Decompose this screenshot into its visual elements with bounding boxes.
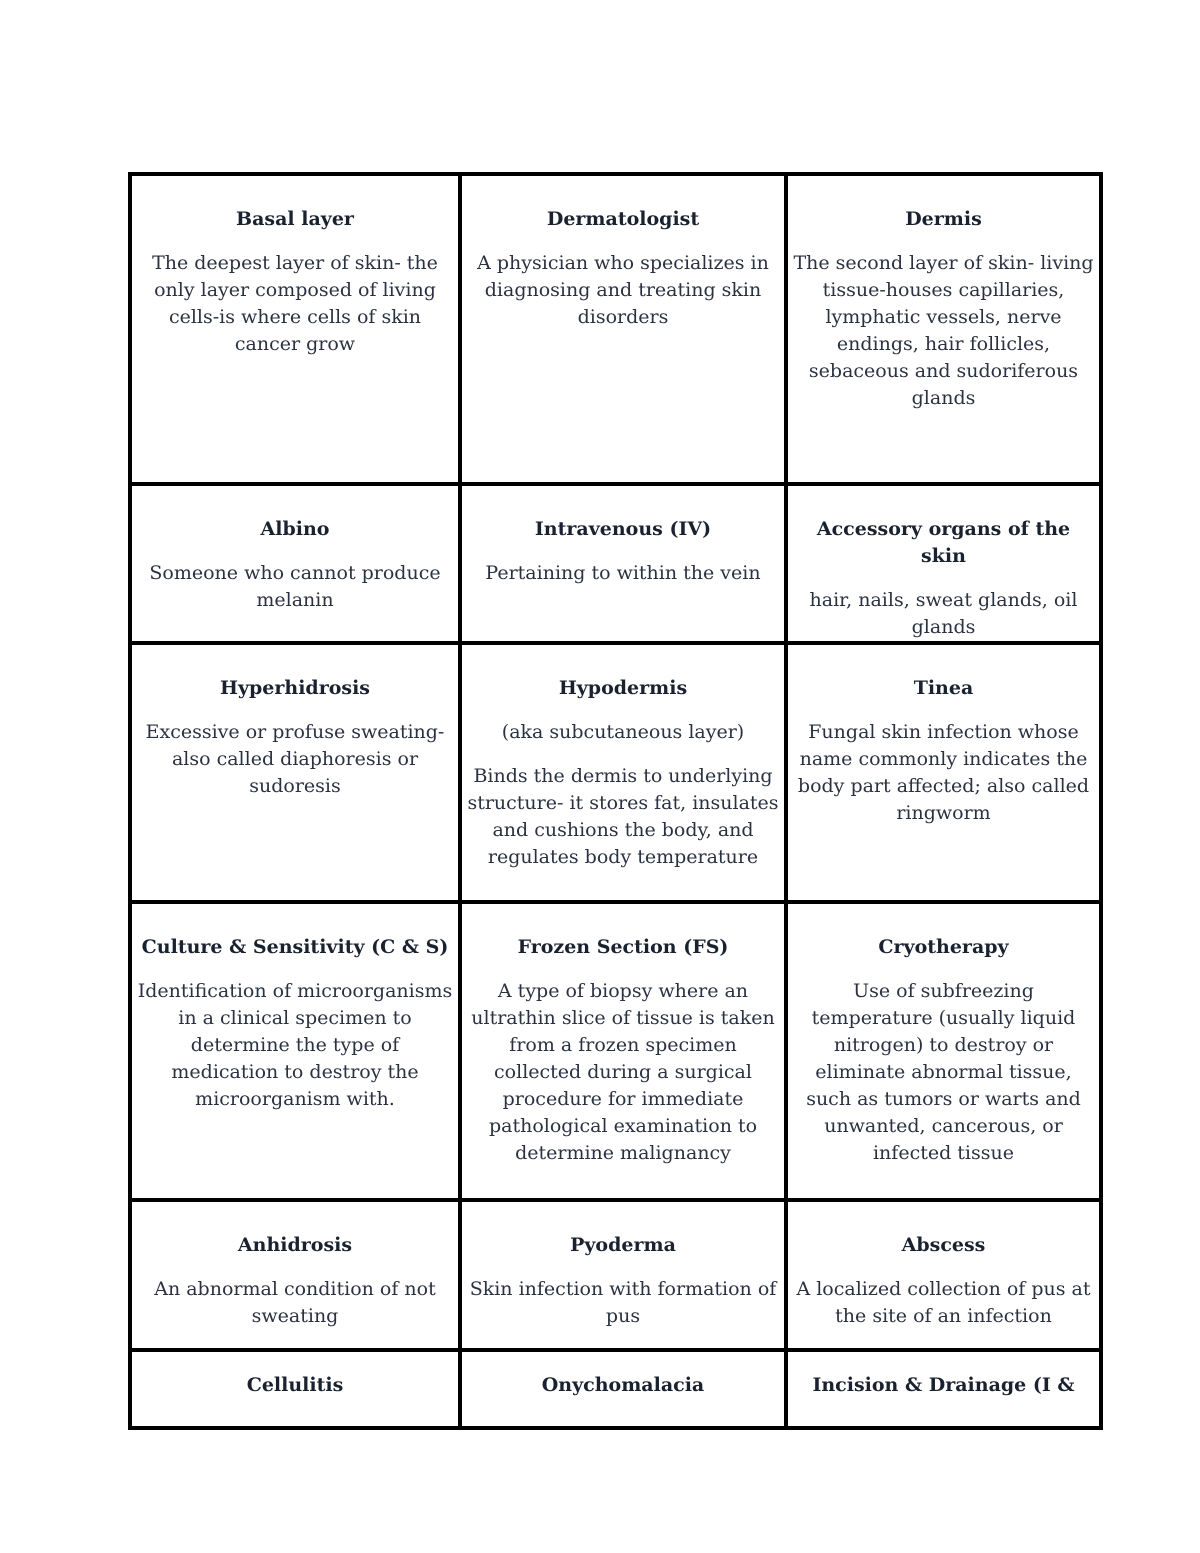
term-definition: The deepest layer of skin- the only layer composed of living cells-is where cells of skin cancer grow [152,252,438,355]
flashcard-row [130,1200,1101,1350]
flashcard-cell [786,643,1101,902]
term-definition: (aka subcutaneous layer) [501,721,745,743]
term-definition: An abnormal condition of not sweating [154,1278,436,1327]
term-definition: Binds the dermis to underlying structure- it stores fat, insulates and cushions the body, and regulates body temperature [467,765,779,868]
flashcard-cell [786,1200,1101,1350]
term-definitions [136,250,454,358]
term-heading: Accessory organs of the skin [816,518,1071,567]
flashcard-row [130,174,1101,484]
term-heading: Anhidrosis [237,1234,353,1256]
flashcard-cell [460,484,786,643]
term-heading: Cryotherapy [878,936,1009,958]
flashcard-row [130,902,1101,1200]
flashcard-cell [786,174,1101,484]
term-definition: A physician who specializes in diagnosing and treating skin disorders [477,252,769,328]
term-heading: Albino [260,518,330,540]
flashcard-table-body [130,174,1101,1428]
term-heading: Cellulitis [246,1374,344,1396]
term-heading: Onychomalacia [541,1374,705,1396]
term-definitions [136,560,454,614]
term-definitions [136,1276,454,1330]
term-heading: Hypodermis [558,677,688,699]
flashcard-table [128,172,1103,1430]
flashcard-cell [460,1200,786,1350]
term-heading: Frozen Section (FS) [517,936,729,958]
term-definition: Someone who cannot produce melanin [149,562,441,611]
term-definition: Excessive or profuse sweating- also called diaphoresis or sudoresis [145,721,445,797]
flashcard-cell [460,1350,786,1428]
term-definition: Fungal skin infection whose name commonly indicates the body part affected; also called ringworm [797,721,1090,824]
term-definition: Use of subfreezing temperature (usually liquid nitrogen) to destroy or eliminate abnormal tissue, such as tumors or warts and unwanted, cancerous, or infected tissue [806,980,1081,1164]
term-definitions [466,719,780,871]
term-heading: Incision & Drainage (I & [812,1374,1075,1396]
term-definitions [466,250,780,331]
term-definitions [466,978,780,1167]
term-heading: Tinea [913,677,974,699]
term-definitions [792,587,1095,641]
term-definition: The second layer of skin- living tissue-houses capillaries, lymphatic vessels, nerve endings, hair follicles, sebaceous and sudoriferous glands [793,252,1094,409]
term-definitions [792,1276,1095,1330]
flashcard-cell [130,484,460,643]
flashcard-cell [130,1350,460,1428]
flashcard-cell [130,643,460,902]
term-definitions [136,978,454,1113]
flashcard-cell [786,902,1101,1200]
term-definitions [792,719,1095,827]
term-definitions [792,250,1095,412]
term-heading: Abscess [901,1234,986,1256]
term-heading: Intravenous (IV) [534,518,712,540]
term-definition: Pertaining to within the vein [485,562,761,584]
flashcard-cell [130,174,460,484]
flashcard-cell [786,484,1101,643]
term-definitions [466,1276,780,1330]
term-heading: Dermis [905,208,982,230]
term-definitions [466,560,780,587]
flashcard-cell [130,902,460,1200]
term-definition: Identification of microorganisms in a clinical specimen to determine the type of medication to destroy the microorganism with. [137,980,453,1110]
term-heading: Culture & Sensitivity (C & S) [141,936,449,958]
flashcard-row [130,1350,1101,1428]
flashcard-cell [460,174,786,484]
term-heading: Pyoderma [570,1234,676,1256]
flashcard-cell [786,1350,1101,1428]
term-heading: Hyperhidrosis [220,677,370,699]
flashcard-cell [130,1200,460,1350]
term-definition: A localized collection of pus at the site of an infection [796,1278,1091,1327]
flashcard-row [130,484,1101,643]
term-definitions [136,719,454,800]
term-definition: A type of biopsy where an ultrathin slice of tissue is taken from a frozen specimen collected during a surgical procedure for immediate pathological examination to determine malignancy [471,980,775,1164]
term-definition: hair, nails, sweat glands, oil glands [809,589,1078,638]
term-definition: Skin infection with formation of pus [469,1278,777,1327]
term-heading: Basal layer [236,208,354,230]
flashcard-row [130,643,1101,902]
term-definitions [792,978,1095,1167]
flashcard-cell [460,902,786,1200]
term-heading: Dermatologist [546,208,700,230]
flashcard-cell [460,643,786,902]
